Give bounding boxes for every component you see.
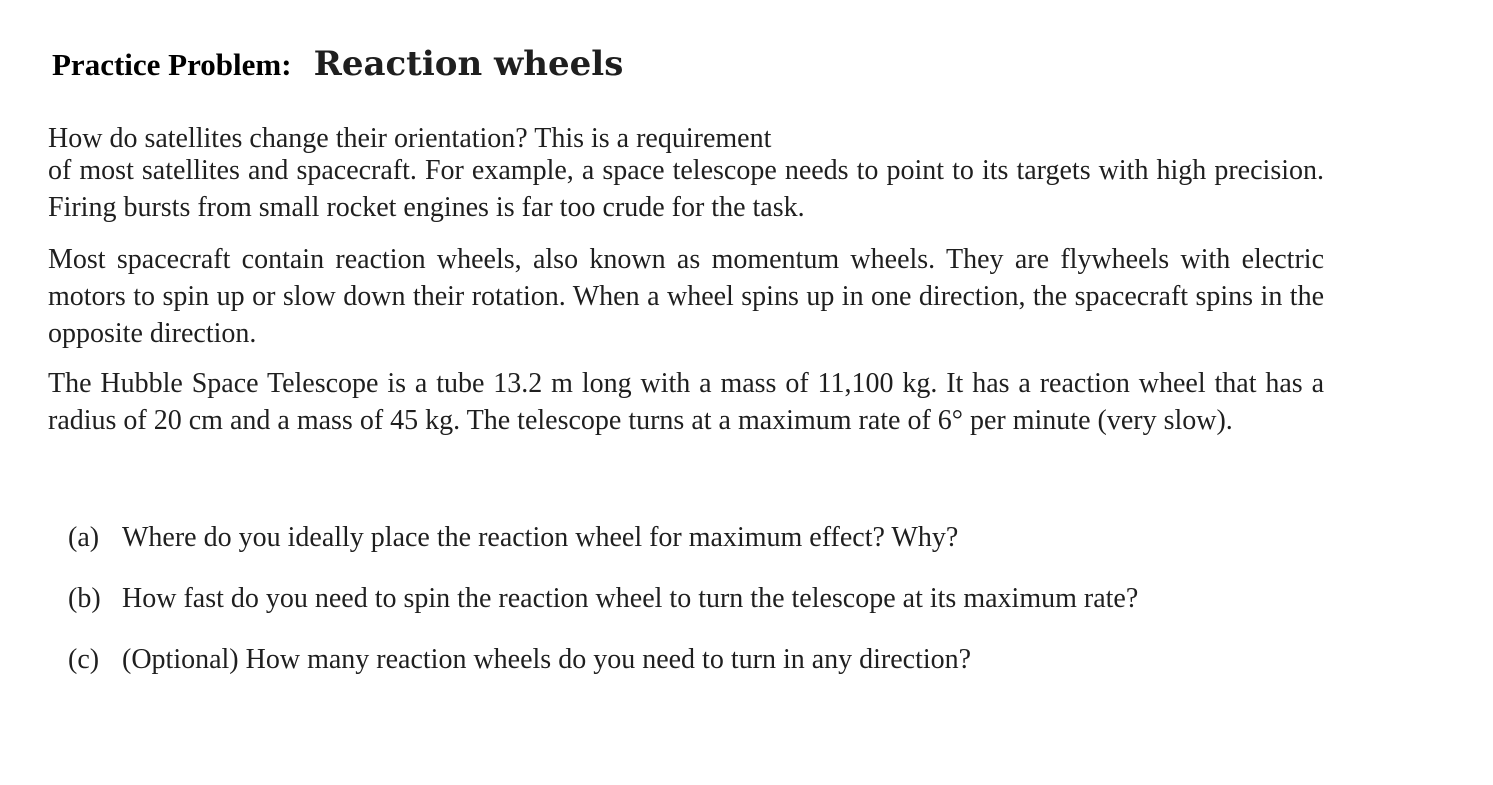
problem-header <box>52 44 623 84</box>
intro-paragraph-rest: of most satellites and spacecraft. For example, a space telescope needs to point to its targets with high precision. Firing bursts from small rocket engines is far too crude for the task. <box>48 155 1324 223</box>
intro-paragraph-first-line: How do satellites change their orientation? This is a requirement <box>48 123 772 154</box>
question-c-tag: (c) <box>68 644 100 675</box>
question-a <box>68 522 958 554</box>
question-b-tag: (b) <box>68 583 101 614</box>
question-b-text: How fast do you need to spin the reaction wheel to turn the telescope at its maximum rate? <box>122 583 1139 614</box>
question-c <box>68 644 971 676</box>
question-a-tag: (a) <box>68 522 100 553</box>
intro-paragraph <box>48 120 1324 226</box>
question-c-text: (Optional) How many reaction wheels do you need to turn in any direction? <box>122 644 972 675</box>
reaction-wheels-paragraph: Most spacecraft contain reaction wheels, also known as momentum wheels. They are flywheels with electric motors to spin up or slow down their rotation. When a wheel spins up in one direction, the spacecraft spins in the opposite direction. <box>48 244 1324 349</box>
problem-label: Practice Problem: <box>52 47 292 82</box>
hubble-paragraph: The Hubble Space Telescope is a tube 13.2 m long with a mass of 11,100 kg. It has a reaction wheel that has a radius of 20 cm and a mass of 45 kg. The telescope turns at a maximum rate of 6° per minute (very slow). <box>48 368 1324 436</box>
question-a-text: Where do you ideally place the reaction wheel for maximum effect? Why? <box>122 522 959 553</box>
problem-title: Reaction wheels <box>313 44 624 84</box>
question-b <box>68 583 1138 615</box>
